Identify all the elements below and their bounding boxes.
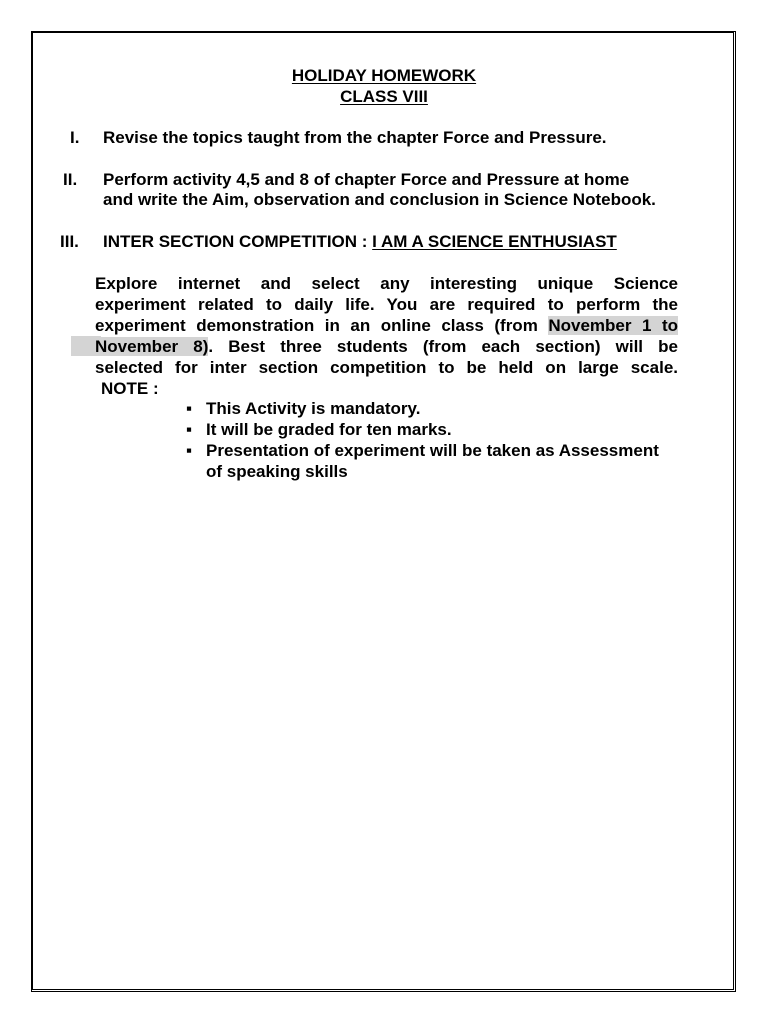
item-1-number: I. [70,128,80,147]
bullet-icon: ▪ [186,420,193,439]
item-3-number: III. [60,232,79,251]
paragraph-line-5: selected for inter section competition to be held on large scale. [95,358,678,377]
note-item-2: It will be graded for ten marks. [206,420,452,439]
paragraph-line-4-text: . Best three students (from each section) will be [208,337,678,356]
note-item-1: This Activity is mandatory. [206,399,421,418]
document-title: HOLIDAY HOMEWORK [291,66,477,85]
item-2-line-2: and write the Aim, observation and conclusion in Science Notebook. [103,190,656,209]
date-highlight-start: November 1 to [548,316,678,335]
note-item-3: Presentation of experiment will be taken as Assessment [206,441,659,460]
note-item-3-continued: of speaking skills [206,462,348,481]
paragraph-line-3-text: experiment demonstration in an online class (from [95,316,549,335]
date-highlight-end: November 8) [95,337,209,356]
item-2-number: II. [63,170,78,189]
paragraph-line-2: experiment related to daily life. You are required to perform the [95,295,678,314]
item-2-line-1: Perform activity 4,5 and 8 of chapter Force and Pressure at home [103,170,630,189]
note-label: NOTE : [101,379,159,398]
bullet-icon: ▪ [186,441,193,460]
paragraph-line-4 [95,336,678,357]
competition-prefix: INTER SECTION COMPETITION : [103,232,373,251]
class-label: CLASS VIII [340,87,428,106]
paragraph-line-1: Explore internet and select any interesting unique Science [95,274,678,293]
competition-title: I AM A SCIENCE ENTHUSIAST [372,232,617,251]
competition-paragraph [95,273,678,378]
item-3-heading [103,231,617,252]
bullet-icon: ▪ [186,399,193,418]
item-1-text: Revise the topics taught from the chapter Force and Pressure. [103,128,607,147]
paragraph-line-3 [95,315,678,336]
